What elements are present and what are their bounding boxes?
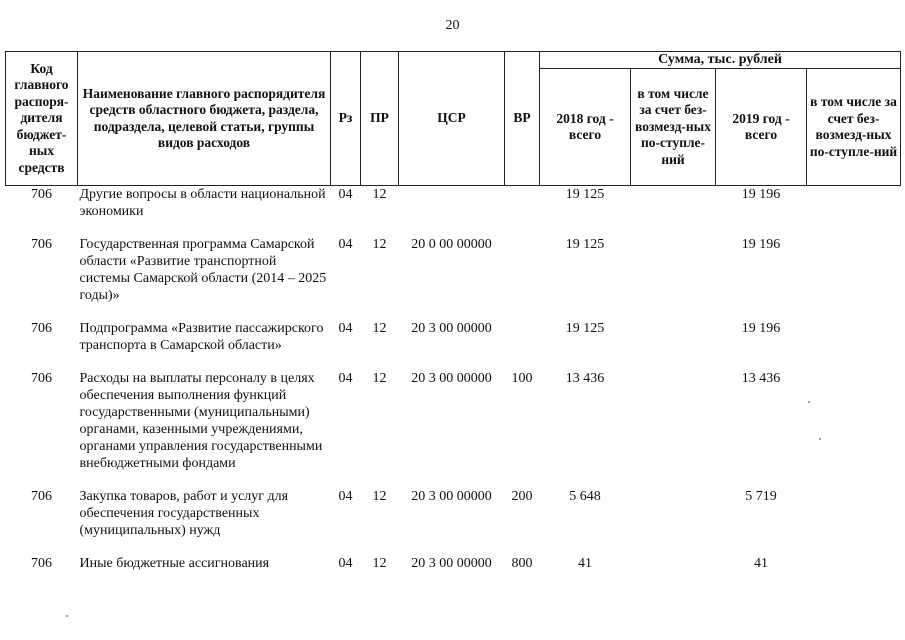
table-row	[6, 370, 901, 488]
cell-name: Расходы на выплаты персоналу в целях обеспечения выполнения функций государственными (муниципальными) органами, казенными учреждениями, органами управления государственными внебюджетными фондами	[79, 371, 323, 471]
cell-name: Закупка товаров, работ и услуг для обеспечения государственных (муниципальных) нужд	[79, 489, 289, 538]
cell-pr: 12	[372, 321, 387, 336]
table-row	[6, 320, 901, 370]
header-code: Код главного распоря-дителя бюджет-ных средств	[6, 52, 78, 186]
header-2018-total: 2018 год - всего	[540, 69, 631, 186]
table-row	[6, 488, 901, 555]
cell-pr: 12	[372, 556, 387, 571]
cell-2019-total: 5 719	[745, 489, 777, 504]
cell-2019-free	[807, 320, 901, 370]
cell-pr: 12	[372, 489, 387, 504]
cell-rz: 04	[338, 489, 353, 504]
cell-rz: 04	[338, 371, 353, 386]
cell-code: 706	[31, 237, 52, 252]
cell-2019-free	[807, 555, 901, 572]
cell-vr: 200	[511, 489, 533, 504]
cell-csr: 20 3 00 00000	[411, 556, 492, 571]
header-sum-group: Сумма, тыс. рублей	[540, 52, 901, 69]
cell-vr	[505, 236, 540, 320]
cell-2019-total: 19 196	[741, 187, 781, 202]
scan-speck	[808, 401, 810, 403]
cell-vr: 800	[511, 556, 533, 571]
cell-2019-total: 13 436	[741, 371, 781, 386]
cell-vr: 100	[511, 371, 533, 386]
scan-speck	[66, 615, 68, 617]
cell-name: Иные бюджетные ассигнования	[79, 556, 270, 571]
cell-code: 706	[31, 321, 52, 336]
cell-csr: 20 0 00 00000	[411, 237, 492, 252]
cell-pr: 12	[372, 237, 387, 252]
cell-code: 706	[31, 556, 52, 571]
cell-code: 706	[31, 187, 52, 202]
scan-speck	[819, 438, 821, 440]
cell-2018-free	[631, 555, 716, 572]
cell-code: 706	[31, 371, 52, 386]
table-row	[6, 186, 901, 237]
table-row	[6, 555, 901, 572]
cell-rz: 04	[338, 556, 353, 571]
header-2019-free: в том числе за счет без-возмезд-ных по-ступле-ний	[807, 69, 901, 186]
cell-2018-free	[631, 236, 716, 320]
cell-name: Другие вопросы в области национальной экономики	[79, 187, 326, 219]
cell-2018-free	[631, 370, 716, 488]
page-number: 20	[445, 18, 460, 33]
header-rz: Рз	[331, 52, 361, 186]
cell-2018-free	[631, 488, 716, 555]
cell-2019-free	[807, 186, 901, 237]
cell-2019-free	[807, 236, 901, 320]
header-vr: ВР	[505, 52, 540, 186]
cell-2019-total: 19 196	[741, 321, 781, 336]
cell-2018-total: 5 648	[569, 489, 601, 504]
cell-2018-total: 19 125	[565, 237, 605, 252]
cell-vr	[505, 186, 540, 237]
cell-name: Государственная программа Самарской области «Развитие транспортной системы Самарской области (2014 – 2025 годы)»	[79, 237, 327, 303]
cell-2019-total: 19 196	[741, 237, 781, 252]
header-2018-free: в том числе за счет без-возмезд-ных по-ступле-ний	[631, 69, 716, 186]
cell-csr: 20 3 00 00000	[411, 321, 492, 336]
header-2019-total: 2019 год - всего	[716, 69, 807, 186]
cell-pr: 12	[372, 371, 387, 386]
cell-2018-total: 19 125	[565, 321, 605, 336]
cell-csr: 20 3 00 00000	[411, 371, 492, 386]
cell-2018-free	[631, 320, 716, 370]
cell-rz: 04	[338, 187, 353, 202]
header-pr: ПР	[361, 52, 399, 186]
cell-2018-total: 13 436	[565, 371, 605, 386]
cell-rz: 04	[338, 321, 353, 336]
budget-table	[5, 51, 901, 572]
cell-2018-free	[631, 186, 716, 237]
cell-csr: 20 3 00 00000	[411, 489, 492, 504]
cell-2018-total: 19 125	[565, 187, 605, 202]
cell-vr	[505, 320, 540, 370]
header-csr: ЦСР	[399, 52, 505, 186]
cell-2019-free	[807, 370, 901, 488]
cell-pr: 12	[372, 187, 387, 202]
cell-rz: 04	[338, 237, 353, 252]
cell-csr	[399, 186, 505, 237]
cell-2019-free	[807, 488, 901, 555]
header-name: Наименование главного распорядителя средств областного бюджета, раздела, подраздела, целевой статьи, группы видов расходов	[78, 52, 331, 186]
table-row	[6, 236, 901, 320]
cell-name: Подпрограмма «Развитие пассажирского транспорта в Самарской области»	[79, 321, 324, 353]
cell-2018-total: 41	[578, 556, 592, 571]
cell-2019-total: 41	[754, 556, 768, 571]
cell-code: 706	[31, 489, 52, 504]
